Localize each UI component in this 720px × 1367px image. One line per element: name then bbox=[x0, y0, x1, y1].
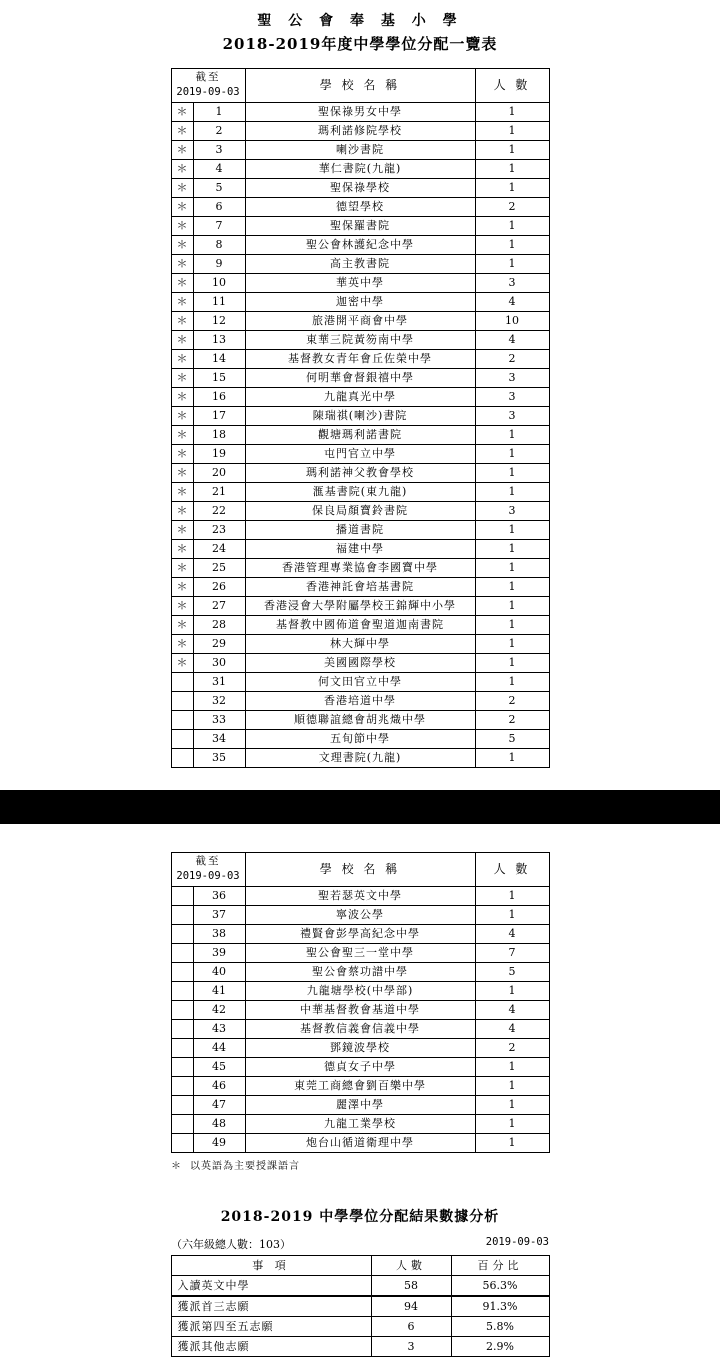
table-row bbox=[171, 141, 549, 160]
page-title-line2: 2018-2019年度中學學位分配一覽表 bbox=[222, 35, 498, 53]
analysis-row bbox=[171, 1317, 549, 1337]
row-school-name: 香港管理專業協會李國寶中學 bbox=[245, 559, 475, 578]
row-school-name: 林大輝中學 bbox=[245, 635, 475, 654]
table-row bbox=[171, 578, 549, 597]
row-count: 5 bbox=[475, 963, 549, 982]
row-number: 13 bbox=[193, 331, 245, 350]
footnote bbox=[171, 1157, 549, 1172]
row-count: 1 bbox=[475, 255, 549, 274]
row-count: 2 bbox=[475, 692, 549, 711]
row-number: 27 bbox=[193, 597, 245, 616]
row-english-medium-mark: ＊ bbox=[171, 426, 193, 445]
row-english-medium-mark bbox=[171, 1058, 193, 1077]
row-count: 1 bbox=[475, 445, 549, 464]
analysis-percent: 2.9% bbox=[451, 1337, 549, 1357]
row-english-medium-mark bbox=[171, 1020, 193, 1039]
row-english-medium-mark: ＊ bbox=[171, 521, 193, 540]
row-english-medium-mark: ＊ bbox=[171, 635, 193, 654]
row-school-name: 炮台山循道衛理中學 bbox=[245, 1134, 475, 1153]
analysis-row bbox=[171, 1276, 549, 1297]
row-number: 22 bbox=[193, 502, 245, 521]
row-school-name: 美國國際學校 bbox=[245, 654, 475, 673]
row-english-medium-mark bbox=[171, 673, 193, 692]
table-row bbox=[171, 1020, 549, 1039]
row-number: 12 bbox=[193, 312, 245, 331]
row-count: 4 bbox=[475, 1001, 549, 1020]
table-row bbox=[171, 179, 549, 198]
row-number: 31 bbox=[193, 673, 245, 692]
row-count: 1 bbox=[475, 236, 549, 255]
row-count: 1 bbox=[475, 749, 549, 768]
row-number: 35 bbox=[193, 749, 245, 768]
row-school-name: 九龍真光中學 bbox=[245, 388, 475, 407]
row-count: 3 bbox=[475, 407, 549, 426]
table-row bbox=[171, 464, 549, 483]
row-english-medium-mark: ＊ bbox=[171, 502, 193, 521]
row-school-name: 聖公會林護紀念中學 bbox=[245, 236, 475, 255]
row-number: 44 bbox=[193, 1039, 245, 1058]
row-english-medium-mark: ＊ bbox=[171, 293, 193, 312]
row-school-name: 觀塘瑪利諾書院 bbox=[245, 426, 475, 445]
analysis-total-label: （六年級總人數：103） bbox=[171, 1238, 291, 1251]
row-english-medium-mark: ＊ bbox=[171, 407, 193, 426]
row-count: 1 bbox=[475, 141, 549, 160]
row-count: 1 bbox=[475, 540, 549, 559]
table-row bbox=[171, 274, 549, 293]
row-school-name: 播道書院 bbox=[245, 521, 475, 540]
table-header-row bbox=[171, 853, 549, 887]
analysis-subheader bbox=[171, 1236, 549, 1252]
row-english-medium-mark bbox=[171, 963, 193, 982]
row-number: 7 bbox=[193, 217, 245, 236]
row-count: 7 bbox=[475, 944, 549, 963]
row-english-medium-mark: ＊ bbox=[171, 578, 193, 597]
row-school-name: 鄧鏡波學校 bbox=[245, 1039, 475, 1058]
row-count: 2 bbox=[475, 711, 549, 730]
row-number: 33 bbox=[193, 711, 245, 730]
table-row bbox=[171, 982, 549, 1001]
header-asof-label: 截至 bbox=[195, 71, 221, 83]
row-english-medium-mark: ＊ bbox=[171, 331, 193, 350]
table-row bbox=[171, 887, 549, 906]
footnote-text: 以英語為主要授課語言 bbox=[190, 1161, 300, 1172]
allocation-table-page1 bbox=[171, 68, 550, 768]
row-number: 5 bbox=[193, 179, 245, 198]
table-row bbox=[171, 255, 549, 274]
table-row bbox=[171, 1039, 549, 1058]
row-number: 40 bbox=[193, 963, 245, 982]
row-number: 48 bbox=[193, 1115, 245, 1134]
row-count: 1 bbox=[475, 597, 549, 616]
row-number: 34 bbox=[193, 730, 245, 749]
row-count: 1 bbox=[475, 1134, 549, 1153]
row-number: 26 bbox=[193, 578, 245, 597]
table-row bbox=[171, 673, 549, 692]
row-count: 1 bbox=[475, 559, 549, 578]
table-row bbox=[171, 711, 549, 730]
row-count: 1 bbox=[475, 426, 549, 445]
analysis-count: 94 bbox=[371, 1296, 451, 1317]
table-row bbox=[171, 654, 549, 673]
row-number: 9 bbox=[193, 255, 245, 274]
row-count: 1 bbox=[475, 635, 549, 654]
row-count: 1 bbox=[475, 160, 549, 179]
header-school-name: 學 校 名 稱 bbox=[245, 853, 475, 887]
table-row bbox=[171, 963, 549, 982]
table-row bbox=[171, 692, 549, 711]
row-school-name: 瑪利諾修院學校 bbox=[245, 122, 475, 141]
table-row bbox=[171, 597, 549, 616]
row-number: 28 bbox=[193, 616, 245, 635]
row-english-medium-mark: ＊ bbox=[171, 160, 193, 179]
row-count: 1 bbox=[475, 103, 549, 122]
table-header-row bbox=[171, 69, 549, 103]
row-school-name: 旅港開平商會中學 bbox=[245, 312, 475, 331]
table-row bbox=[171, 1058, 549, 1077]
table-row bbox=[171, 122, 549, 141]
table-row bbox=[171, 906, 549, 925]
row-english-medium-mark bbox=[171, 1134, 193, 1153]
row-count: 4 bbox=[475, 293, 549, 312]
row-english-medium-mark: ＊ bbox=[171, 274, 193, 293]
table-row bbox=[171, 1077, 549, 1096]
row-number: 37 bbox=[193, 906, 245, 925]
row-number: 45 bbox=[193, 1058, 245, 1077]
row-number: 42 bbox=[193, 1001, 245, 1020]
row-count: 1 bbox=[475, 578, 549, 597]
row-english-medium-mark bbox=[171, 944, 193, 963]
row-school-name: 屯門官立中學 bbox=[245, 445, 475, 464]
header-school-name: 學 校 名 稱 bbox=[245, 69, 475, 103]
row-school-name: 基督教中國佈道會聖道迦南書院 bbox=[245, 616, 475, 635]
row-number: 24 bbox=[193, 540, 245, 559]
row-number: 49 bbox=[193, 1134, 245, 1153]
row-school-name: 聖保祿學校 bbox=[245, 179, 475, 198]
table-row bbox=[171, 502, 549, 521]
row-number: 38 bbox=[193, 925, 245, 944]
table-row bbox=[171, 635, 549, 654]
row-english-medium-mark bbox=[171, 711, 193, 730]
row-english-medium-mark: ＊ bbox=[171, 369, 193, 388]
header-asof-cell bbox=[171, 853, 245, 887]
row-english-medium-mark: ＊ bbox=[171, 483, 193, 502]
row-number: 20 bbox=[193, 464, 245, 483]
row-count: 1 bbox=[475, 464, 549, 483]
table-row bbox=[171, 350, 549, 369]
row-count: 1 bbox=[475, 179, 549, 198]
row-english-medium-mark: ＊ bbox=[171, 236, 193, 255]
row-school-name: 基督教女青年會丘佐榮中學 bbox=[245, 350, 475, 369]
table-row bbox=[171, 944, 549, 963]
row-school-name: 聖若瑟英文中學 bbox=[245, 887, 475, 906]
row-school-name: 香港培道中學 bbox=[245, 692, 475, 711]
table-row bbox=[171, 616, 549, 635]
row-number: 32 bbox=[193, 692, 245, 711]
table-row bbox=[171, 426, 549, 445]
row-count: 1 bbox=[475, 654, 549, 673]
row-count: 3 bbox=[475, 502, 549, 521]
analysis-count: 3 bbox=[371, 1337, 451, 1357]
row-english-medium-mark: ＊ bbox=[171, 388, 193, 407]
analysis-col-percent: 百分比 bbox=[451, 1256, 549, 1276]
table-row bbox=[171, 388, 549, 407]
row-english-medium-mark: ＊ bbox=[171, 616, 193, 635]
analysis-row bbox=[171, 1337, 549, 1357]
analysis-col-item: 事 項 bbox=[171, 1256, 371, 1276]
row-school-name: 保良局顏寶鈴書院 bbox=[245, 502, 475, 521]
table-row bbox=[171, 540, 549, 559]
table-row bbox=[171, 1001, 549, 1020]
row-count: 3 bbox=[475, 274, 549, 293]
row-english-medium-mark: ＊ bbox=[171, 255, 193, 274]
row-school-name: 何明華會督銀禧中學 bbox=[245, 369, 475, 388]
row-school-name: 中華基督教會基道中學 bbox=[245, 1001, 475, 1020]
row-number: 11 bbox=[193, 293, 245, 312]
row-number: 23 bbox=[193, 521, 245, 540]
row-count: 1 bbox=[475, 1077, 549, 1096]
table-row bbox=[171, 198, 549, 217]
row-number: 10 bbox=[193, 274, 245, 293]
analysis-title: 2018-2019 中學學位分配結果數據分析 bbox=[220, 1209, 500, 1225]
analysis-percent: 5.8% bbox=[451, 1317, 549, 1337]
row-school-name: 香港浸會大學附屬學校王錦輝中小學 bbox=[245, 597, 475, 616]
row-count: 1 bbox=[475, 673, 549, 692]
row-english-medium-mark: ＊ bbox=[171, 654, 193, 673]
row-school-name: 福建中學 bbox=[245, 540, 475, 559]
row-english-medium-mark bbox=[171, 1096, 193, 1115]
row-english-medium-mark: ＊ bbox=[171, 198, 193, 217]
row-count: 1 bbox=[475, 1058, 549, 1077]
row-english-medium-mark: ＊ bbox=[171, 141, 193, 160]
row-count: 1 bbox=[475, 483, 549, 502]
analysis-table bbox=[171, 1255, 550, 1357]
row-english-medium-mark: ＊ bbox=[171, 350, 193, 369]
row-english-medium-mark bbox=[171, 749, 193, 768]
row-english-medium-mark: ＊ bbox=[171, 122, 193, 141]
row-english-medium-mark: ＊ bbox=[171, 597, 193, 616]
row-count: 1 bbox=[475, 217, 549, 236]
row-count: 2 bbox=[475, 198, 549, 217]
analysis-date: 2019-09-03 bbox=[485, 1236, 549, 1248]
row-count: 1 bbox=[475, 982, 549, 1001]
row-number: 47 bbox=[193, 1096, 245, 1115]
row-count: 2 bbox=[475, 1039, 549, 1058]
row-school-name: 德貞女子中學 bbox=[245, 1058, 475, 1077]
row-count: 1 bbox=[475, 122, 549, 141]
row-school-name: 德望學校 bbox=[245, 198, 475, 217]
row-count: 4 bbox=[475, 1020, 549, 1039]
row-number: 17 bbox=[193, 407, 245, 426]
analysis-item: 獲派其他志願 bbox=[171, 1337, 371, 1357]
header-asof-cell bbox=[171, 69, 245, 103]
footnote-mark: ＊ bbox=[171, 1161, 182, 1172]
row-number: 19 bbox=[193, 445, 245, 464]
row-english-medium-mark: ＊ bbox=[171, 540, 193, 559]
row-count: 1 bbox=[475, 906, 549, 925]
row-count: 4 bbox=[475, 925, 549, 944]
page-title-line1: 聖 公 會 奉 基 小 學 bbox=[257, 13, 463, 29]
table-row bbox=[171, 749, 549, 768]
analysis-item: 獲派第四至五志願 bbox=[171, 1317, 371, 1337]
header-count: 人 數 bbox=[475, 853, 549, 887]
row-number: 2 bbox=[193, 122, 245, 141]
table-row bbox=[171, 312, 549, 331]
table-row bbox=[171, 559, 549, 578]
row-number: 8 bbox=[193, 236, 245, 255]
row-english-medium-mark bbox=[171, 1077, 193, 1096]
row-school-name: 基督教信義會信義中學 bbox=[245, 1020, 475, 1039]
row-school-name: 陳瑞祺(喇沙)書院 bbox=[245, 407, 475, 426]
header-asof-date: 2019-09-03 bbox=[176, 86, 240, 98]
row-school-name: 喇沙書院 bbox=[245, 141, 475, 160]
row-count: 1 bbox=[475, 1096, 549, 1115]
table-row bbox=[171, 521, 549, 540]
row-english-medium-mark bbox=[171, 925, 193, 944]
row-count: 3 bbox=[475, 388, 549, 407]
table-row bbox=[171, 293, 549, 312]
row-number: 3 bbox=[193, 141, 245, 160]
row-number: 21 bbox=[193, 483, 245, 502]
row-number: 39 bbox=[193, 944, 245, 963]
row-english-medium-mark bbox=[171, 1039, 193, 1058]
header-count: 人 數 bbox=[475, 69, 549, 103]
row-school-name: 高主教書院 bbox=[245, 255, 475, 274]
header-asof-date: 2019-09-03 bbox=[176, 870, 240, 882]
row-school-name: 滙基書院(東九龍) bbox=[245, 483, 475, 502]
row-school-name: 禮賢會彭學高紀念中學 bbox=[245, 925, 475, 944]
row-number: 41 bbox=[193, 982, 245, 1001]
analysis-percent: 56.3% bbox=[451, 1276, 549, 1297]
analysis-item: 入讀英文中學 bbox=[171, 1276, 371, 1297]
row-number: 15 bbox=[193, 369, 245, 388]
table-row bbox=[171, 331, 549, 350]
table-row bbox=[171, 103, 549, 122]
table-row bbox=[171, 445, 549, 464]
table-row bbox=[171, 730, 549, 749]
allocation-table-page2 bbox=[171, 852, 550, 1153]
row-english-medium-mark: ＊ bbox=[171, 179, 193, 198]
analysis-count: 6 bbox=[371, 1317, 451, 1337]
row-number: 4 bbox=[193, 160, 245, 179]
row-number: 29 bbox=[193, 635, 245, 654]
analysis-percent: 91.3% bbox=[451, 1296, 549, 1317]
table-row bbox=[171, 925, 549, 944]
row-number: 25 bbox=[193, 559, 245, 578]
header-asof-label: 截至 bbox=[195, 855, 221, 867]
row-number: 14 bbox=[193, 350, 245, 369]
row-english-medium-mark: ＊ bbox=[171, 445, 193, 464]
row-number: 30 bbox=[193, 654, 245, 673]
row-english-medium-mark: ＊ bbox=[171, 217, 193, 236]
table-row bbox=[171, 483, 549, 502]
row-count: 1 bbox=[475, 887, 549, 906]
row-number: 46 bbox=[193, 1077, 245, 1096]
row-number: 36 bbox=[193, 887, 245, 906]
table-row bbox=[171, 1115, 549, 1134]
analysis-row bbox=[171, 1296, 549, 1317]
row-count: 1 bbox=[475, 616, 549, 635]
row-number: 16 bbox=[193, 388, 245, 407]
table-row bbox=[171, 217, 549, 236]
page-separator bbox=[0, 790, 720, 824]
row-number: 1 bbox=[193, 103, 245, 122]
row-count: 10 bbox=[475, 312, 549, 331]
row-count: 2 bbox=[475, 350, 549, 369]
row-school-name: 東華三院黃笏南中學 bbox=[245, 331, 475, 350]
row-english-medium-mark bbox=[171, 730, 193, 749]
row-school-name: 聖公會蔡功譜中學 bbox=[245, 963, 475, 982]
row-english-medium-mark bbox=[171, 1115, 193, 1134]
row-school-name: 華仁書院(九龍) bbox=[245, 160, 475, 179]
row-school-name: 華英中學 bbox=[245, 274, 475, 293]
row-school-name: 迦密中學 bbox=[245, 293, 475, 312]
analysis-count: 58 bbox=[371, 1276, 451, 1297]
row-english-medium-mark bbox=[171, 982, 193, 1001]
row-school-name: 聖公會聖三一堂中學 bbox=[245, 944, 475, 963]
document-page-2 bbox=[0, 824, 720, 1367]
row-school-name: 聖保羅書院 bbox=[245, 217, 475, 236]
table-row bbox=[171, 1134, 549, 1153]
table-row bbox=[171, 236, 549, 255]
row-school-name: 九龍塘學校(中學部) bbox=[245, 982, 475, 1001]
row-number: 43 bbox=[193, 1020, 245, 1039]
analysis-col-count: 人數 bbox=[371, 1256, 451, 1276]
row-school-name: 何文田官立中學 bbox=[245, 673, 475, 692]
row-school-name: 聖保祿男女中學 bbox=[245, 103, 475, 122]
row-school-name: 五旬節中學 bbox=[245, 730, 475, 749]
row-count: 4 bbox=[475, 331, 549, 350]
analysis-header-row bbox=[171, 1256, 549, 1276]
row-school-name: 文理書院(九龍) bbox=[245, 749, 475, 768]
table-row bbox=[171, 369, 549, 388]
analysis-item: 獲派首三志願 bbox=[171, 1296, 371, 1317]
row-number: 18 bbox=[193, 426, 245, 445]
row-school-name: 順德聯誼總會胡兆熾中學 bbox=[245, 711, 475, 730]
row-count: 1 bbox=[475, 521, 549, 540]
row-count: 3 bbox=[475, 369, 549, 388]
row-english-medium-mark bbox=[171, 906, 193, 925]
row-school-name: 香港神託會培基書院 bbox=[245, 578, 475, 597]
row-count: 1 bbox=[475, 1115, 549, 1134]
row-english-medium-mark: ＊ bbox=[171, 559, 193, 578]
row-english-medium-mark: ＊ bbox=[171, 312, 193, 331]
table-row bbox=[171, 160, 549, 179]
row-count: 5 bbox=[475, 730, 549, 749]
row-english-medium-mark bbox=[171, 887, 193, 906]
row-school-name: 寧波公學 bbox=[245, 906, 475, 925]
row-english-medium-mark: ＊ bbox=[171, 103, 193, 122]
row-number: 6 bbox=[193, 198, 245, 217]
row-english-medium-mark bbox=[171, 692, 193, 711]
row-school-name: 瑪利諾神父教會學校 bbox=[245, 464, 475, 483]
table-row bbox=[171, 1096, 549, 1115]
row-english-medium-mark bbox=[171, 1001, 193, 1020]
table-row bbox=[171, 407, 549, 426]
row-english-medium-mark: ＊ bbox=[171, 464, 193, 483]
row-school-name: 東莞工商總會劉百樂中學 bbox=[245, 1077, 475, 1096]
row-school-name: 九龍工業學校 bbox=[245, 1115, 475, 1134]
row-school-name: 麗澤中學 bbox=[245, 1096, 475, 1115]
